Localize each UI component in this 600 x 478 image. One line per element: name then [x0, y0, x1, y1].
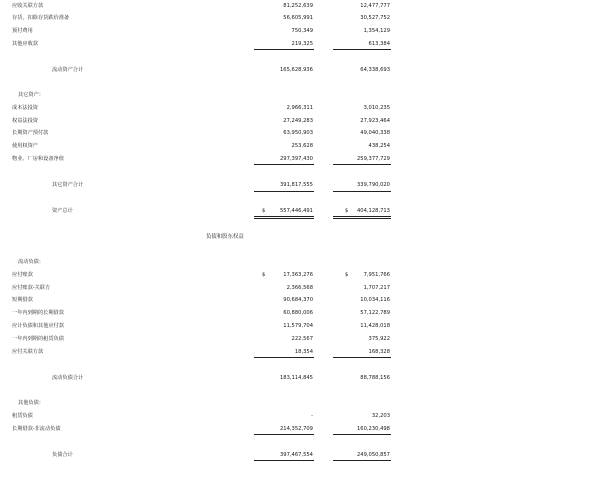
- value-prior: 7,951,766: [363, 272, 390, 278]
- value-prior: 30,527,752: [360, 15, 390, 21]
- value-prior: 12,477,777: [360, 3, 390, 9]
- row-label: 租赁负债: [12, 413, 33, 419]
- value-prior: 375,922: [368, 336, 390, 342]
- value-current: 17,363,276: [283, 272, 313, 278]
- row-label: 短期借款: [12, 297, 33, 303]
- value-prior: 11,428,018: [360, 323, 390, 329]
- value-current: -: [311, 413, 313, 419]
- row-label: 其他应收款: [12, 41, 38, 47]
- table-row: [0, 27, 600, 37]
- double-rule: [333, 218, 391, 219]
- value-prior: 249,050,857: [356, 452, 390, 458]
- table-row: [0, 309, 600, 319]
- value-prior: 404,128,713: [356, 208, 390, 214]
- row-label: 存货，扣除存货跌价准备: [12, 15, 70, 21]
- table-row: [0, 14, 600, 24]
- double-rule: [333, 216, 391, 217]
- value-prior: 1,354,129: [363, 28, 390, 34]
- table-row: [0, 129, 600, 139]
- section-header: [0, 258, 600, 268]
- value-prior: 49,040,338: [360, 130, 390, 136]
- double-rule: [254, 216, 314, 217]
- row-label: 长期借款-非流动负债: [12, 426, 61, 432]
- section-label: 其他负债：: [18, 400, 44, 406]
- current-liabilities-total-row: [0, 374, 600, 384]
- row-label: 权益法投资: [12, 118, 38, 124]
- subtotal-rule: [333, 49, 391, 50]
- row-label: 应付关联方款: [12, 349, 44, 355]
- value-current: 750,349: [291, 28, 313, 34]
- value-current: 297,397,430: [279, 156, 313, 162]
- row-label: 长期资产预付款: [12, 130, 49, 136]
- currency-symbol: $: [262, 272, 266, 278]
- table-row: [0, 271, 600, 281]
- table-row: [0, 296, 600, 306]
- value-current: 81,252,639: [283, 3, 313, 9]
- table-row: [0, 322, 600, 332]
- subtotal-rule: [254, 434, 314, 435]
- section-header: [0, 399, 600, 409]
- double-rule: [254, 218, 314, 219]
- row-label: 应收关联方款: [12, 3, 44, 9]
- value-prior: 3,010,235: [363, 105, 390, 111]
- value-current: 214,352,709: [279, 426, 313, 432]
- value-current: 557,446,491: [279, 208, 313, 214]
- value-prior: 88,788,156: [360, 375, 390, 381]
- row-label: 资产总计: [52, 208, 73, 214]
- subtotal-rule: [333, 460, 391, 461]
- row-label: 应付账款-关联方: [12, 285, 51, 291]
- currency-symbol: $: [345, 272, 349, 278]
- subtotal-rule: [333, 434, 391, 435]
- row-label: 预付费用: [12, 28, 33, 34]
- value-current: 90,684,370: [283, 297, 313, 303]
- current-assets-total-row: [0, 66, 600, 76]
- subtotal-rule: [254, 357, 314, 358]
- row-label: 物业、厂房和设备净值: [12, 156, 64, 162]
- value-prior: 57,122,789: [360, 310, 390, 316]
- value-current: 183,114,845: [279, 375, 313, 381]
- value-current: 222,567: [291, 336, 313, 342]
- value-current: 219,325: [291, 41, 313, 47]
- table-row: [0, 284, 600, 294]
- row-label: 一年内到期的租赁负债: [12, 336, 64, 342]
- value-prior: 10,034,116: [360, 297, 390, 303]
- subtotal-rule: [254, 191, 314, 192]
- row-label: 应付账款: [12, 272, 33, 278]
- value-current: 18,354: [294, 349, 313, 355]
- value-current: 2,366,568: [286, 285, 313, 291]
- value-prior: 168,328: [368, 349, 390, 355]
- value-prior: 438,254: [368, 143, 390, 149]
- row-label: 成本法投资: [12, 105, 38, 111]
- subtotal-rule: [333, 357, 391, 358]
- value-current: 60,880,006: [283, 310, 313, 316]
- value-current: 397,467,554: [279, 452, 313, 458]
- subtotal-rule: [333, 164, 391, 165]
- table-row: [0, 142, 600, 152]
- value-current: 27,249,283: [283, 118, 313, 124]
- value-prior: 160,230,498: [356, 426, 390, 432]
- row-label: 应计负债和其他应付款: [12, 323, 64, 329]
- subtotal-rule: [254, 460, 314, 461]
- table-row: [0, 117, 600, 127]
- section-header: [0, 91, 600, 101]
- table-row: [0, 335, 600, 345]
- table-row: [0, 412, 600, 422]
- subtotal-rule: [254, 164, 314, 165]
- row-label: 流动负债合计: [52, 375, 84, 381]
- value-prior: 27,923,464: [360, 118, 390, 124]
- currency-symbol: $: [345, 208, 349, 214]
- value-prior: 32,203: [371, 413, 390, 419]
- value-current: 253,628: [291, 143, 313, 149]
- section-label: 流动负债：: [18, 259, 44, 265]
- value-current: 11,579,704: [283, 323, 313, 329]
- table-row: [0, 2, 600, 12]
- value-current: 2,966,311: [286, 105, 313, 111]
- value-prior: 1,707,217: [363, 285, 390, 291]
- subtotal-rule: [254, 49, 314, 50]
- row-label: 流动资产合计: [52, 67, 84, 73]
- value-current: 391,817,555: [279, 182, 313, 188]
- other-assets-total-row: [0, 181, 600, 191]
- value-prior: 613,384: [368, 41, 390, 47]
- value-current: 56,605,991: [283, 15, 313, 21]
- row-label: 其它资产合计: [52, 182, 84, 188]
- value-prior: 64,338,693: [360, 67, 390, 73]
- section-label: 其它资产：: [18, 92, 44, 98]
- value-prior: 259,377,729: [356, 156, 390, 162]
- row-label: 一年内到期的长期借款: [12, 310, 64, 316]
- table-row: [0, 104, 600, 114]
- row-label: 负债合计: [52, 452, 73, 458]
- subtotal-rule: [333, 191, 391, 192]
- value-current: 165,628,936: [279, 67, 313, 73]
- section-title: 负债和股东权益: [206, 234, 244, 240]
- currency-symbol: $: [262, 208, 266, 214]
- row-label: 使用权资产: [12, 143, 38, 149]
- value-current: 63,950,903: [283, 130, 313, 136]
- value-prior: 339,790,020: [356, 182, 390, 188]
